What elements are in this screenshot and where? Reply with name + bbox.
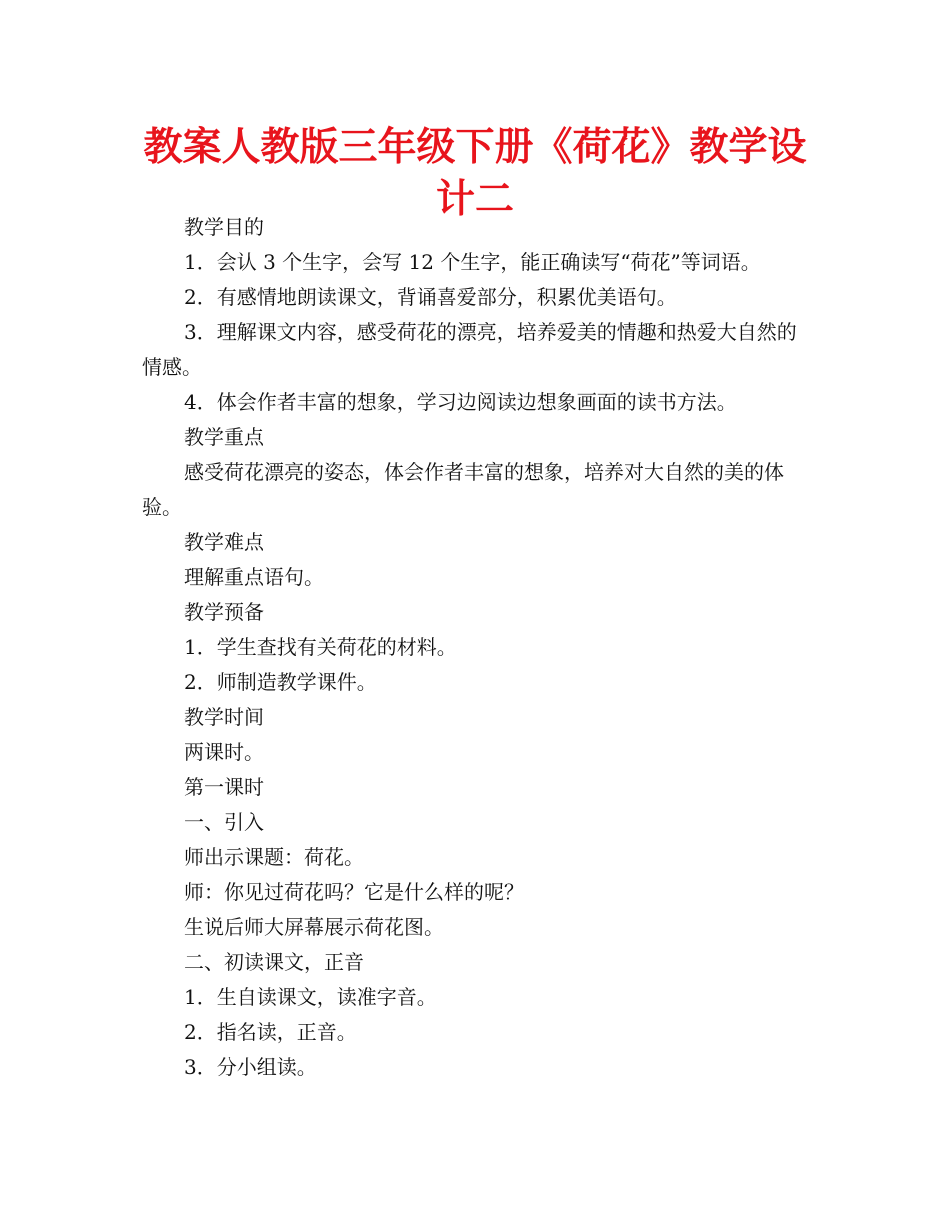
paragraph: 师出示课题：荷花。	[184, 845, 364, 869]
paragraph: 3．分小组读。	[184, 1055, 317, 1079]
paragraph: 理解重点语句。	[184, 565, 324, 589]
paragraph: 3．理解课文内容，感受荷花的漂亮，培养爱美的情趣和热爱大自然的情感。	[142, 320, 797, 379]
paragraph: 第一课时	[184, 775, 264, 799]
paragraph: 1．学生查找有关荷花的材料。	[184, 635, 457, 659]
paragraph: 两课时。	[184, 740, 264, 764]
paragraph: 二、初读课文，正音	[184, 950, 364, 974]
paragraph: 1．会认 3 个生字，会写 12 个生字，能正确读写“荷花”等词语。	[184, 250, 761, 274]
paragraph: 一、引入	[184, 810, 264, 834]
paragraph: 感受荷花漂亮的姿态，体会作者丰富的想象，培养对大自然的美的体验。	[142, 460, 784, 519]
paragraph: 教学目的	[184, 215, 264, 239]
paragraph: 2．师制造教学课件。	[184, 670, 377, 694]
document-title: 教案人教版三年级下册《荷花》教学设计二	[143, 125, 807, 222]
paragraph: 教学难点	[184, 530, 264, 554]
paragraph: 2．有感情地朗读课文，背诵喜爱部分，积累优美语句。	[184, 285, 677, 309]
paragraph: 1．生自读课文，读准字音。	[184, 985, 437, 1009]
paragraph: 4．体会作者丰富的想象，学习边阅读边想象画面的读书方法。	[184, 390, 737, 414]
paragraph: 2．指名读，正音。	[184, 1020, 357, 1044]
paragraph: 教学预备	[184, 600, 264, 624]
paragraph: 生说后师大屏幕展示荷花图。	[184, 915, 444, 939]
paragraph: 师：你见过荷花吗？它是什么样的呢？	[184, 880, 524, 904]
paragraph: 教学时间	[184, 705, 264, 729]
document-body	[142, 210, 814, 1085]
paragraph: 教学重点	[184, 425, 264, 449]
